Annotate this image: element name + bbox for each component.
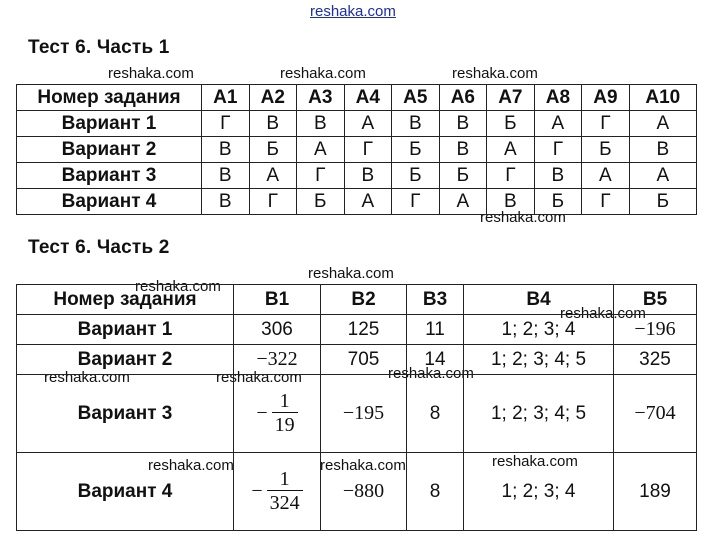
fraction xyxy=(256,391,297,436)
answer-cell: Б xyxy=(582,137,630,163)
answer-cell: Г xyxy=(249,189,297,215)
answer-cell: А xyxy=(439,189,487,215)
answer-cell: 189 xyxy=(614,453,697,531)
answer-cell: А xyxy=(582,163,630,189)
column-header: Номер задания xyxy=(17,285,234,315)
answer-cell: Г xyxy=(392,189,440,215)
answer-cell: 1; 2; 3; 4; 5 xyxy=(464,345,614,375)
column-header: A10 xyxy=(629,85,696,111)
row-label: Вариант 4 xyxy=(17,453,234,531)
fraction-denominator: 324 xyxy=(267,490,303,514)
answer-cell: Б xyxy=(392,137,440,163)
answer-cell: Г xyxy=(487,163,535,189)
column-header: A8 xyxy=(534,85,582,111)
answer-cell: В xyxy=(392,111,440,137)
answer-cell xyxy=(234,453,321,531)
watermark: reshaka.com xyxy=(560,305,646,322)
answer-cell: −880 xyxy=(321,453,407,531)
answer-cell: А xyxy=(534,111,582,137)
answer-cell: Г xyxy=(202,111,250,137)
fraction-denominator: 19 xyxy=(272,412,298,436)
column-header: B2 xyxy=(321,285,407,315)
answer-cell: В xyxy=(629,137,696,163)
row-label: Вариант 3 xyxy=(17,375,234,453)
watermark: reshaka.com xyxy=(44,369,130,386)
table-row xyxy=(17,163,697,189)
row-label: Вариант 2 xyxy=(17,345,234,375)
answer-cell: Г xyxy=(534,137,582,163)
answer-cell: А xyxy=(344,111,392,137)
answer-cell: В xyxy=(344,163,392,189)
answer-cell xyxy=(234,375,321,453)
watermark-link[interactable]: reshaka.com xyxy=(310,3,396,20)
answer-cell: В xyxy=(202,137,250,163)
part1-answer-table xyxy=(16,84,697,215)
column-header: B3 xyxy=(407,285,464,315)
column-header: A4 xyxy=(344,85,392,111)
part2-title: Тест 6. Часть 2 xyxy=(28,237,170,258)
answer-cell: Г xyxy=(582,189,630,215)
minus-sign: − xyxy=(256,402,268,424)
answer-cell: А xyxy=(344,189,392,215)
fraction-numerator: 1 xyxy=(279,390,290,412)
table-row xyxy=(17,137,697,163)
answer-cell: −196 xyxy=(614,315,697,345)
answer-cell: Г xyxy=(582,111,630,137)
row-label: Вариант 1 xyxy=(17,111,202,137)
column-header: A2 xyxy=(249,85,297,111)
watermark: reshaka.com xyxy=(280,65,366,82)
row-label: Вариант 1 xyxy=(17,315,234,345)
watermark: reshaka.com xyxy=(492,453,578,470)
answer-cell: А xyxy=(629,111,696,137)
column-header: A6 xyxy=(439,85,487,111)
table-row xyxy=(17,315,697,345)
answer-cell: А xyxy=(487,137,535,163)
answer-cell: 14 xyxy=(407,345,464,375)
answer-cell: −704 xyxy=(614,375,697,453)
watermark: reshaka.com xyxy=(108,65,194,82)
column-header: Номер задания xyxy=(17,85,202,111)
watermark: reshaka.com xyxy=(135,278,221,295)
answer-cell: В xyxy=(202,189,250,215)
fraction xyxy=(251,469,302,514)
table-header-row xyxy=(17,85,697,111)
answer-cell: −322 xyxy=(234,345,321,375)
watermark: reshaka.com xyxy=(480,209,566,226)
answer-cell: В xyxy=(297,111,345,137)
answer-cell: Б xyxy=(297,189,345,215)
column-header: A3 xyxy=(297,85,345,111)
answer-cell: Б xyxy=(487,111,535,137)
answer-cell: В xyxy=(439,111,487,137)
column-header: A9 xyxy=(582,85,630,111)
answer-cell: Г xyxy=(297,163,345,189)
row-label: Вариант 4 xyxy=(17,189,202,215)
part2-answer-table xyxy=(16,284,697,531)
table-row xyxy=(17,189,697,215)
answer-cell: 1; 2; 3; 4 xyxy=(464,315,614,345)
minus-sign: − xyxy=(251,480,263,502)
answer-cell: В xyxy=(202,163,250,189)
answer-cell: Г xyxy=(344,137,392,163)
answer-cell: Б xyxy=(439,163,487,189)
column-header: B1 xyxy=(234,285,321,315)
watermark: reshaka.com xyxy=(148,457,234,474)
watermark: reshaka.com xyxy=(216,369,302,386)
part1-title: Тест 6. Часть 1 xyxy=(28,37,170,58)
watermark: reshaka.com xyxy=(308,265,394,282)
answer-cell: А xyxy=(629,163,696,189)
table-header-row xyxy=(17,285,697,315)
answer-cell: В xyxy=(249,111,297,137)
answer-cell: А xyxy=(249,163,297,189)
answer-cell: −195 xyxy=(321,375,407,453)
watermark: reshaka.com xyxy=(320,457,406,474)
answer-cell: 8 xyxy=(407,453,464,531)
watermark: reshaka.com xyxy=(388,365,474,382)
answer-cell: Б xyxy=(629,189,696,215)
table-row xyxy=(17,111,697,137)
answer-cell: В xyxy=(439,137,487,163)
answer-cell: 125 xyxy=(321,315,407,345)
answer-cell: 11 xyxy=(407,315,464,345)
table-row xyxy=(17,345,697,375)
column-header: A5 xyxy=(392,85,440,111)
column-header: A7 xyxy=(487,85,535,111)
answer-cell: 8 xyxy=(407,375,464,453)
answer-cell: Б xyxy=(392,163,440,189)
answer-cell: В xyxy=(534,163,582,189)
answer-cell: В xyxy=(487,189,535,215)
answer-cell: Б xyxy=(534,189,582,215)
answer-cell: 306 xyxy=(234,315,321,345)
answer-cell: 1; 2; 3; 4; 5 xyxy=(464,375,614,453)
watermark: reshaka.com xyxy=(452,65,538,82)
fraction-numerator: 1 xyxy=(279,468,290,490)
column-header: B5 xyxy=(614,285,697,315)
column-header: B4 xyxy=(464,285,614,315)
answer-cell: Б xyxy=(249,137,297,163)
answer-cell: 705 xyxy=(321,345,407,375)
answer-cell: 1; 2; 3; 4 xyxy=(464,453,614,531)
table-row xyxy=(17,453,697,531)
column-header: A1 xyxy=(202,85,250,111)
answer-cell: А xyxy=(297,137,345,163)
table-row xyxy=(17,375,697,453)
answer-cell: 325 xyxy=(614,345,697,375)
row-label: Вариант 2 xyxy=(17,137,202,163)
row-label: Вариант 3 xyxy=(17,163,202,189)
